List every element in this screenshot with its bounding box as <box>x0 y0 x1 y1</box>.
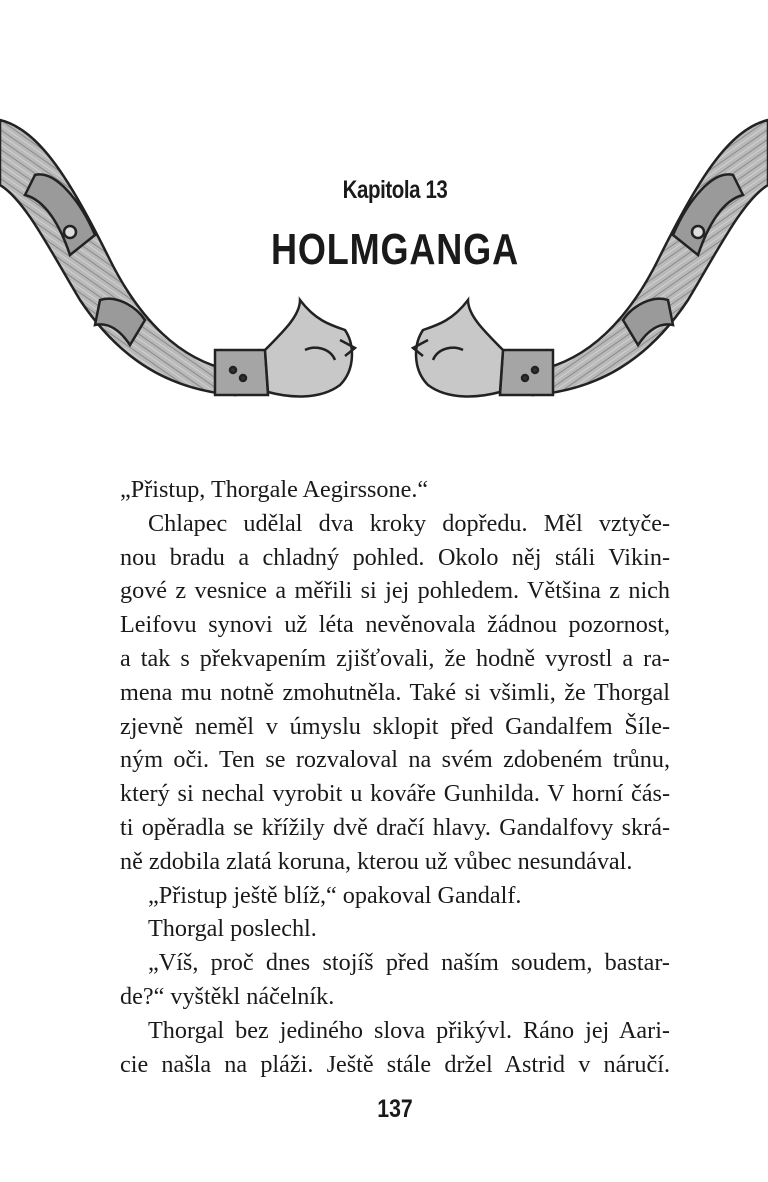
text-line: nou bradu a chladný pohled. Okolo něj stáli Vikin- <box>120 543 670 571</box>
text-line: de?“ vyštěkl náčelník. <box>120 982 335 1010</box>
chapter-header <box>0 0 768 470</box>
text-line: ným oči. Ten se rozvaloval na svém zdobeném trůnu, <box>120 746 670 774</box>
text-line: Leifovu synovi už léta nevěnovala žádnou pozornost, <box>120 611 670 639</box>
text-line: gové z vesnice a měřili si jej pohledem. Většina z nich <box>120 577 670 605</box>
chapter-label: Kapitola 13 <box>342 176 448 204</box>
page-number: 137 <box>377 1095 413 1123</box>
text-line: „Přistup, Thorgale Aegirssone.“ <box>120 476 429 503</box>
text-line: Thorgal bez jediného slova přikývl. Ráno jej Aari- <box>148 1016 670 1044</box>
text-line: zjevně neměl v úmyslu sklopit před Gandalfem Šíle- <box>120 712 670 740</box>
chapter-title: HOLMGANGA <box>271 225 519 274</box>
text-line: ně zdobila zlatá koruna, kterou už vůbec nesundával. <box>120 847 633 875</box>
text-line: „Přistup ještě blíž,“ opakoval Gandalf. <box>148 881 522 909</box>
text-line: mena mu notně zmohutněla. Také si všimli, že Thorgal <box>120 678 670 706</box>
text-line: Chlapec udělal dva kroky dopředu. Měl vztyče- <box>148 509 670 537</box>
chapter-body-text <box>120 473 670 1081</box>
text-line: cie našla na pláži. Ještě stále držel Astrid v náručí. <box>120 1050 670 1078</box>
text-line: ti opěradla se křížily dvě dračí hlavy. Gandalfovy skrá- <box>120 813 670 841</box>
text-line: který si nechal vyrobit u kováře Gunhilda. V horní čás- <box>120 780 670 808</box>
text-line: a tak s překvapením zjišťovali, že hodně vyrostl a ra- <box>120 644 670 672</box>
text-line: Thorgal poslechl. <box>148 915 317 943</box>
text-line: „Víš, proč dnes stojíš před naším soudem, bastar- <box>148 949 670 977</box>
